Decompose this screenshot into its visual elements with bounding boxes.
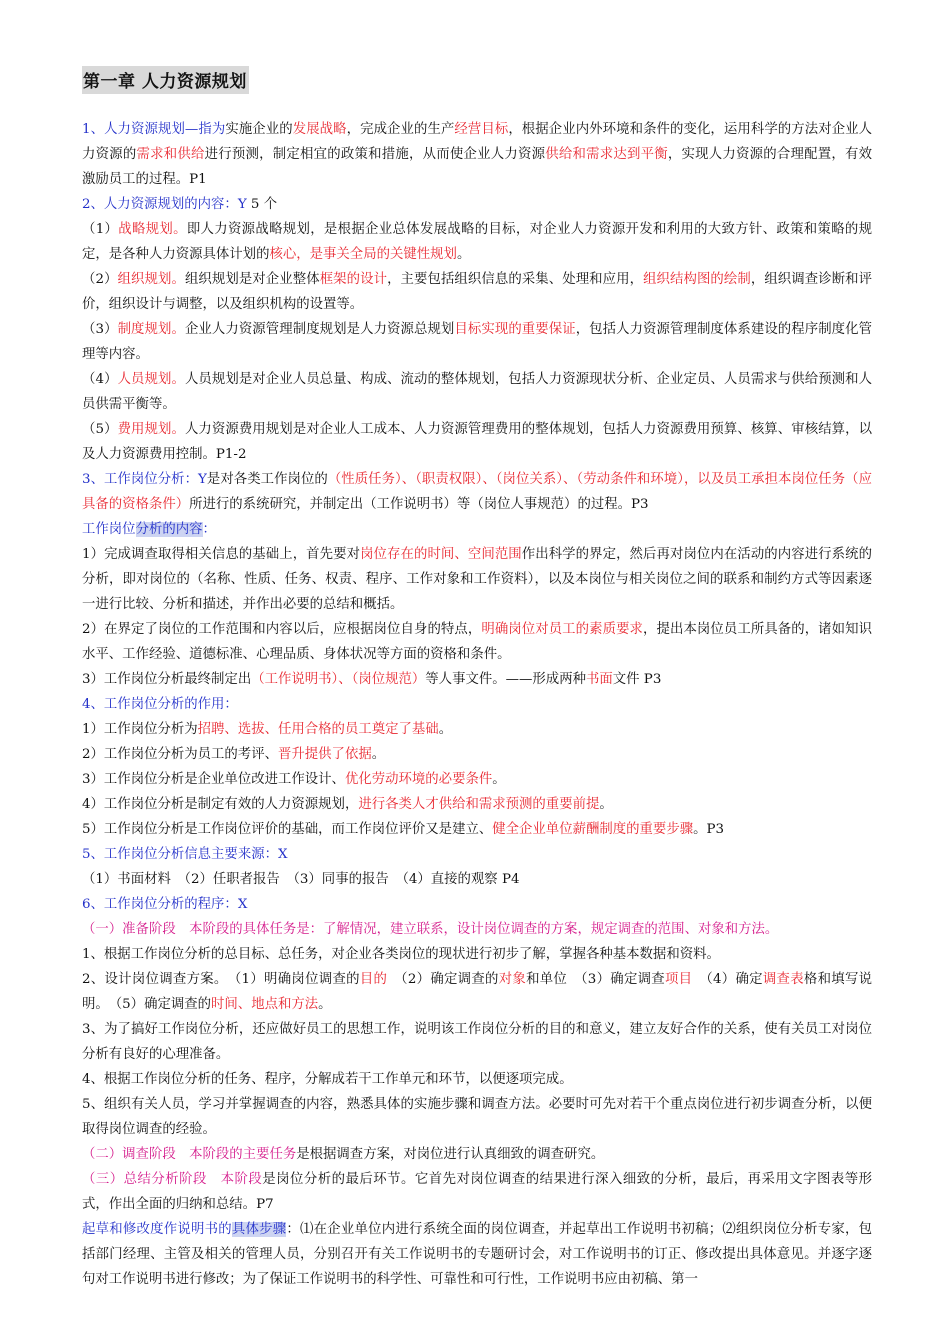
text-run: 目标实现的重要保证 [454, 322, 576, 337]
text-run: 2）在界定了岗位的工作范围和内容以后，应根据岗位自身的特点， [82, 622, 482, 637]
text-run: 优化劳动环境的必要条件 [344, 772, 493, 787]
text-run: 项目 [664, 972, 693, 987]
text-run: 。 [492, 772, 506, 787]
text-run: 发展战略 [292, 122, 347, 137]
text-run: 书面 [585, 672, 613, 687]
paragraph [82, 917, 872, 942]
text-run: 人员规划是对企业人员总量、构成、流动的整体规划，包括人力资源现状分析、企业定员、人员需求与供给预测和人员供需平衡等。 [82, 372, 873, 412]
text-run: （工作说明书）、（岗位规范） [251, 672, 426, 687]
paragraph [82, 717, 872, 742]
text-run: 4）工作岗位分析是制定有效的人力资源规划， [82, 797, 359, 812]
text-run: （1） [82, 222, 119, 237]
text-run: 人力资源费用规划是对企业人工成本、人力资源管理费用的整体规划，包括人力资源费用预算、核算、审核结算，以及人力资源费用控制。P1-2 [82, 422, 873, 462]
text-run: （一）准备阶段 本阶段的具体任务是：了解情况，建立联系，设计岗位调查的方案，规定调查的范围、对象和方法。 [82, 922, 779, 937]
text-run: 5、工作岗位分析信息主要来源：X [82, 847, 288, 862]
text-run: 所进行的系统研究，并制定出（工作说明书）等（岗位人事规范）的过程。P3 [189, 497, 649, 512]
text-run: 供给和需求达到平衡 [545, 147, 668, 162]
text-run: ，包括人力资源管理制度体系建设的程序制度化管理等内容。 [82, 322, 873, 362]
text-run: （1）书面材料 （2）任职者报告 （3）同事的报告 （4）直接的观察 P4 [82, 872, 520, 887]
text-run: 制度规划。 [117, 322, 185, 337]
paragraph [82, 817, 872, 842]
text-run: 3）工作岗位分析是企业单位改进工作设计、 [82, 772, 345, 787]
text-run: ：⑴在企业单位内进行系统全面的岗位调查，并起草出工作说明书初稿；⑵组织岗位分析专家，包括部门经理、主管及相关的管理人员，分别召开有关工作说明书的专题研讨会，对工作说明书的订正、修改提出具体意见。并逐字逐句对工作说明书进行修改；为了保证工作说明书的科学性、可靠性和可行性，工作说明书应由初稿、第一 [82, 1222, 873, 1287]
text-run: （5） [82, 422, 118, 437]
text-run: 框架的设计 [319, 272, 388, 287]
text-run: （3） [82, 322, 118, 337]
text-run: 是对各类工作岗位的 [206, 472, 328, 487]
text-run: 等人事文件。——形成两种 [425, 672, 586, 687]
text-run: 文件 P3 [612, 672, 662, 687]
text-run: 组织规划是对企业整体 [184, 272, 320, 287]
text-run: ，主要包括组织信息的采集、处理和应用， [387, 272, 644, 287]
text-run: 。 [318, 997, 332, 1012]
text-run: 具体步骤 [231, 1222, 287, 1237]
text-run: 目的 [359, 972, 388, 987]
text-run: 即人力资源战略规划，是根据企业总体发展战略的目标，对企业人力资源开发和利用的大致方针、政策和策略的规定，是各种人力资源具体计划的 [82, 222, 873, 262]
text-run: 3）工作岗位分析最终制定出 [82, 672, 252, 687]
text-run: 人员规划。 [117, 372, 185, 387]
paragraph [82, 767, 872, 792]
text-run: 工作岗位 [82, 522, 136, 537]
text-run: 进行各类人才供给和需求预测的重要前提 [358, 797, 600, 812]
text-run: 进行预测，制定相宜的政策和措施，从而使企业人力资源 [204, 147, 546, 162]
paragraph [82, 792, 872, 817]
text-run: 2、设计岗位调查方案。 （1）明确岗位调查的 [82, 972, 360, 987]
text-run: ： [202, 522, 216, 537]
text-run: 是岗位分析的最后环节。它首先对岗位调查的结果进行深入细致的分析，最后，再采用文字图表等形式，作出全面的归纳和总结。P7 [82, 1172, 873, 1212]
text-run: （4） [82, 372, 118, 387]
text-run: 组织结构图的绘制 [643, 272, 751, 287]
text-run: ，组织调查诊断和评价，组织设计与调整，以及组织机构的设置等。 [82, 272, 873, 312]
text-run: 4、工作岗位分析的作用： [82, 697, 238, 712]
text-run: 。P3 [693, 822, 725, 837]
text-run: 4、根据工作岗位分析的任务、程序，分解成若干工作单元和环节，以便逐项完成。 [82, 1072, 573, 1087]
text-run: 健全企业单位薪酬制度的重要步骤 [492, 822, 694, 837]
text-run: 对象 [498, 972, 527, 987]
text-run: （4）确定 [692, 972, 763, 987]
text-run: 战略规划。 [118, 222, 187, 237]
text-run: 。 [599, 797, 613, 812]
paragraph [82, 617, 872, 667]
paragraph [82, 417, 872, 467]
chapter-title: 第一章 人力资源规划 [82, 66, 249, 94]
text-run: 岗位存在的时间、空间范围 [360, 547, 522, 562]
text-run: ，实现人力资源的合理配置，有效激励员工的过程。P1 [82, 147, 873, 187]
paragraph [82, 367, 872, 417]
paragraph [82, 1217, 872, 1292]
paragraph [82, 117, 872, 192]
paragraph [82, 267, 872, 317]
paragraph [82, 742, 872, 767]
text-run: 分析的内容 [135, 522, 203, 537]
paragraph [82, 1142, 872, 1167]
text-run: 1、人力资源规划—指为 [82, 122, 226, 137]
text-run: 是根据调查方案，对岗位进行认真细致的调查研究。 [296, 1147, 605, 1162]
text-run: 和单位 （3）确定调查 [526, 972, 665, 987]
text-run: ，完成企业的生产 [346, 122, 455, 137]
text-run: 格和填写说明。 （5）确定调查的 [82, 972, 873, 1012]
text-run: 时间、地点和方法 [211, 997, 319, 1012]
text-run: 1）工作岗位分析为 [82, 722, 198, 737]
paragraph [82, 842, 872, 867]
text-run: （2）确定调查的 [387, 972, 499, 987]
paragraph [82, 942, 872, 967]
paragraph [82, 667, 872, 692]
text-run: 1、根据工作岗位分析的总目标、总任务，对企业各类岗位的现状进行初步了解，掌握各种基本数据和资料。 [82, 947, 720, 962]
text-run: 。 [438, 722, 453, 737]
text-run: 2、人力资源规划的内容：Y [82, 197, 247, 212]
text-run: 作出科学的界定，然后再对岗位内在活动的内容进行系统的分析，即对岗位的（名称、性质、任务、权责、程序、工作对象和工作资料），以及本岗位与相关岗位之间的联系和制约方式等因素逐一进行比较、分析和描述，并作出必要的总结和概括。 [82, 547, 872, 612]
paragraph [82, 1067, 872, 1092]
text-run: 招聘、选拔、任用合格的员工奠定了基础 [197, 722, 439, 737]
text-run: 经营目标 [454, 122, 509, 137]
text-run: 起草和修改度作说明书的 [82, 1222, 232, 1237]
paragraph [82, 892, 872, 917]
text-run: ，提出本岗位员工所具备的，诸如知识水平、工作经验、道德标准、心理品质、身体状况等方面的资格和条件。 [82, 622, 872, 662]
text-run: 需求和供给 [136, 147, 205, 162]
text-run: （性质任务）、（职责权限）、（岗位关系）、（劳动条件和环境），以及员工承担本岗位任务（应具备的资格条件） [82, 472, 873, 512]
paragraph [82, 867, 872, 892]
text-run: 费用规划。 [117, 422, 185, 437]
text-run: 明确岗位对员工的素质要求 [481, 622, 644, 637]
text-run: 6、工作岗位分析的程序：X [82, 897, 248, 912]
paragraph [82, 1167, 872, 1217]
paragraph [82, 542, 872, 617]
paragraph [82, 317, 872, 367]
text-run: （三）总结分析阶段 本阶段 [82, 1172, 263, 1187]
text-run: 企业人力资源管理制度规划是人力资源总规划 [184, 322, 455, 337]
text-run: 5、组织有关人员，学习并掌握调查的内容，熟悉具体的实施步骤和调查方法。必要时可先对若干个重点岗位进行初步调查分析，以便取得岗位调查的经验。 [82, 1097, 872, 1137]
text-run: 晋升提供了依据 [278, 747, 372, 762]
text-run: 调查表 [762, 972, 804, 987]
text-run: 。 [456, 247, 471, 262]
text-run: （二）调查阶段 本阶段的主要任务 [82, 1147, 297, 1162]
document-body [82, 117, 872, 1292]
paragraph [82, 517, 872, 542]
paragraph [82, 192, 872, 217]
text-run: 。 [371, 747, 386, 762]
paragraph [82, 1092, 872, 1142]
text-run: （2） [82, 272, 118, 287]
text-run: 1）完成调查取得相关信息的基础上，首先要对 [82, 547, 361, 562]
text-run: 核心，是事关全局的关键性规划 [269, 247, 457, 262]
paragraph [82, 217, 872, 267]
paragraph [82, 1017, 872, 1067]
paragraph [82, 967, 872, 1017]
text-run: 5 个 [246, 197, 278, 212]
paragraph [82, 692, 872, 717]
text-run: 3、工作岗位分析：Y [82, 472, 207, 487]
text-run: 5）工作岗位分析是工作岗位评价的基础，而工作岗位评价又是建立、 [82, 822, 493, 837]
text-run: 实施企业的 [225, 122, 293, 137]
text-run: 2）工作岗位分析为员工的考评、 [82, 747, 278, 762]
text-run: 组织规划。 [117, 272, 185, 287]
paragraph [82, 467, 872, 517]
text-run: 3、为了搞好工作岗位分析，还应做好员工的思想工作，说明该工作岗位分析的目的和意义，建立友好合作的关系，使有关员工对岗位分析有良好的心理准备。 [82, 1022, 872, 1062]
text-run: ，根据企业内外环境和条件的变化，运用科学的方法对企业人力资源的 [82, 122, 873, 162]
